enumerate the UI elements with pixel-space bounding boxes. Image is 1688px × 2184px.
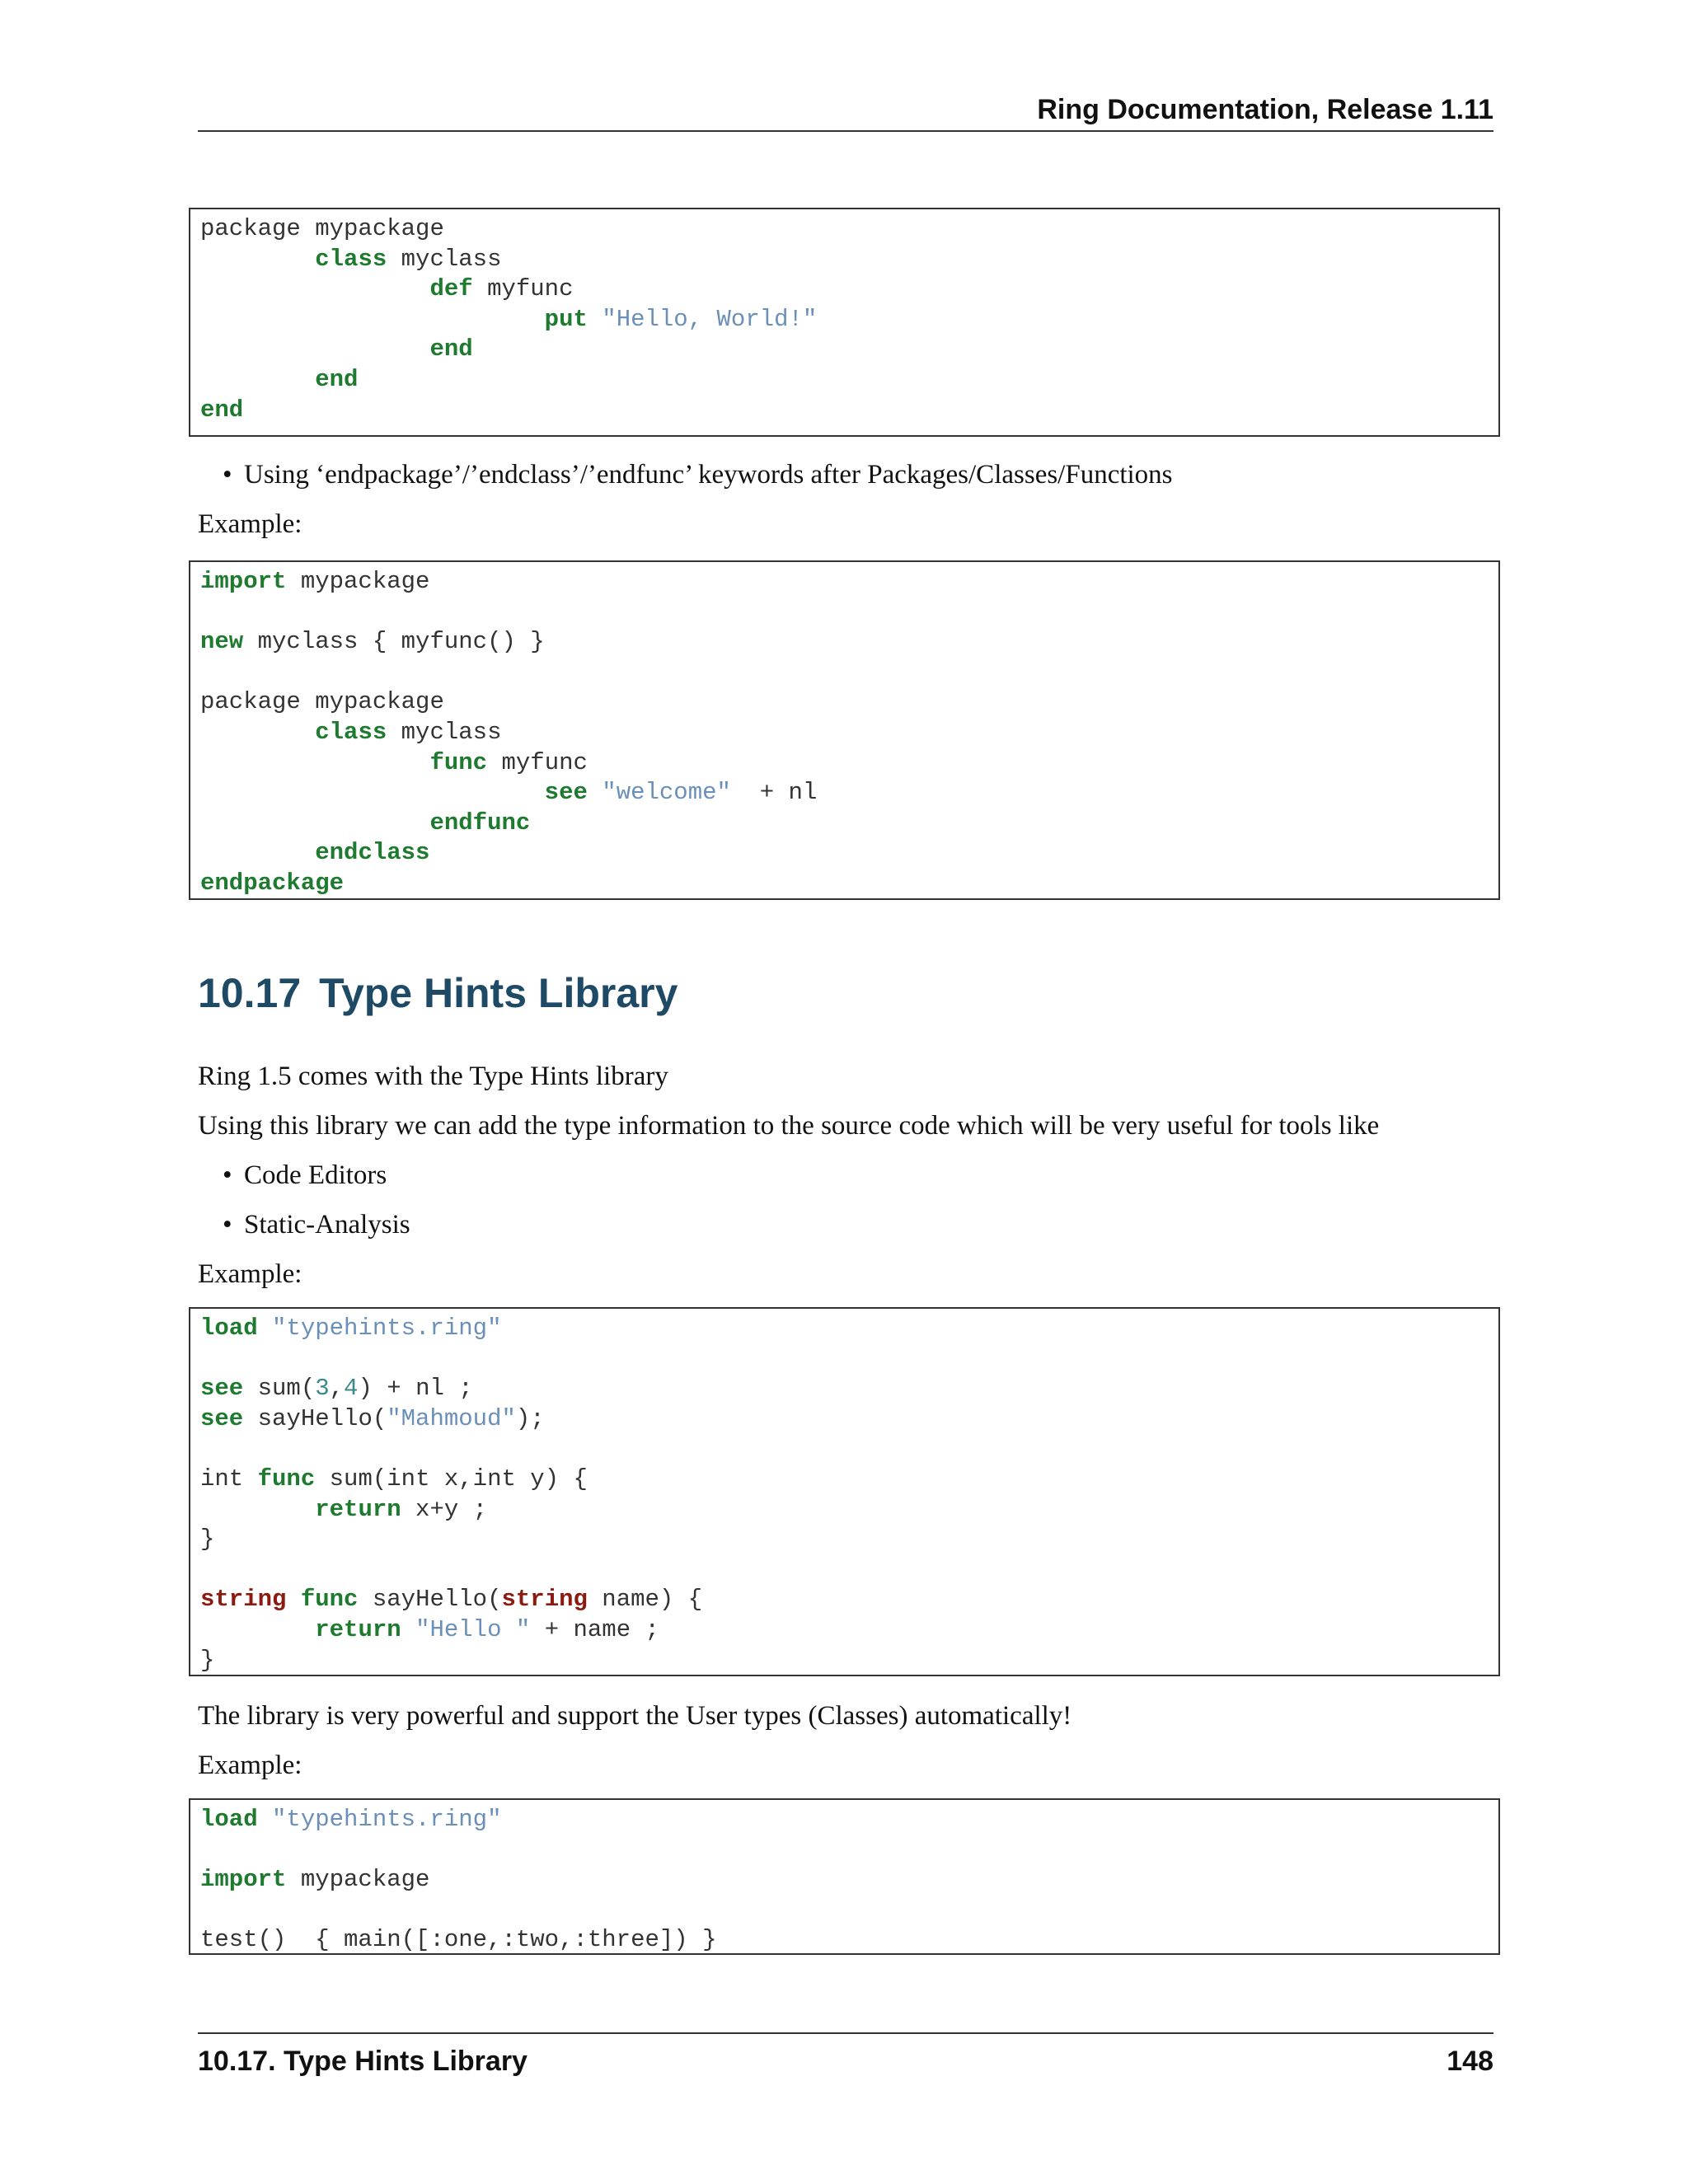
code-line: [200, 1404, 1489, 1435]
code-line: [200, 1805, 1489, 1835]
code-line: [200, 748, 1489, 779]
section-number: 10.17: [198, 970, 302, 1016]
code-text: [200, 719, 315, 746]
code-keyword: func: [300, 1586, 359, 1614]
running-header: Ring Documentation, Release 1.11: [198, 89, 1493, 132]
code-text: name) {: [587, 1586, 703, 1614]
code-line: [200, 658, 1489, 688]
code-text: ) + nl ;: [358, 1375, 473, 1403]
code-keyword: see: [544, 779, 588, 807]
code-string: "Mahmoud": [387, 1404, 516, 1432]
code-keyword: class: [315, 245, 387, 273]
code-line: [200, 1314, 1489, 1344]
code-text: [588, 306, 602, 333]
code-line: [200, 627, 1489, 658]
example-label-3: Example:: [198, 1750, 302, 1780]
code-text: );: [515, 1404, 545, 1432]
code-line: [200, 214, 1489, 245]
section-heading: [198, 969, 678, 1017]
code-text: }: [200, 1646, 215, 1674]
code-keyword: endpackage: [200, 869, 345, 897]
code-keyword: func: [257, 1465, 316, 1493]
code-text: myfunc: [487, 748, 588, 776]
page-footer: [198, 2032, 1493, 2083]
code-text: [200, 839, 315, 866]
code-text: [200, 1496, 315, 1523]
code-text: [200, 366, 315, 393]
code-text: myfunc: [472, 275, 574, 303]
code-string: "Hello ": [415, 1615, 531, 1643]
code-line: [200, 718, 1489, 748]
code-text: sayHello(: [358, 1586, 502, 1614]
code-block-2: [189, 560, 1500, 900]
code-line: [200, 598, 1489, 628]
code-keyword: load: [200, 1315, 258, 1342]
code-line: [200, 778, 1489, 808]
section-title: Type Hints Library: [319, 970, 678, 1016]
code-text: [588, 779, 602, 806]
code-keyword: endfunc: [429, 808, 531, 837]
code-keyword: see: [200, 1375, 244, 1403]
code-text: myclass { myfunc() }: [243, 628, 545, 656]
code-line: [200, 808, 1489, 839]
code-block-3: [189, 1307, 1500, 1676]
code-text: [258, 1806, 272, 1833]
code-line: [200, 1615, 1489, 1646]
bullet-dot: •: [223, 1210, 232, 1240]
code-text: test() { main([:one,:two,:three]) }: [200, 1926, 717, 1954]
code-text: [401, 1616, 415, 1643]
bullet-code-editors: [223, 1160, 387, 1191]
code-keyword: return: [315, 1495, 401, 1523]
code-line: [200, 1555, 1489, 1586]
bullet-dot: •: [223, 1160, 232, 1190]
code-text: sum(int x,int y) {: [315, 1465, 588, 1493]
paragraph-user-types: The library is very powerful and support the User types (Classes) automatically!: [198, 1701, 1072, 1731]
example-label-1: Example:: [198, 509, 302, 539]
code-text: [286, 1586, 300, 1613]
paragraph-type-info: Using this library we can add the type information to the source code which will be very useful for tools like: [198, 1111, 1380, 1141]
code-string: "Hello, World!": [602, 305, 818, 333]
code-text: int: [200, 1465, 258, 1493]
code-keyword: end: [429, 335, 473, 363]
code-line: [200, 1434, 1489, 1465]
code-line: [200, 1525, 1489, 1555]
code-text: mypackage: [286, 1866, 430, 1894]
code-text: [200, 779, 545, 806]
code-text: package mypackage: [200, 215, 444, 242]
code-line: [200, 245, 1489, 275]
paragraph-ring-version: Ring 1.5 comes with the Type Hints library: [198, 1062, 668, 1091]
code-line: [200, 1896, 1489, 1926]
example-label-2: Example:: [198, 1259, 302, 1289]
code-line: [200, 335, 1489, 365]
code-keyword: import: [200, 1866, 287, 1894]
footer-section: 10.17. Type Hints Library: [198, 2046, 528, 2077]
code-text: [258, 1315, 272, 1342]
bullet-static-analysis-text: Static-Analysis: [244, 1210, 410, 1240]
bullet-static-analysis: [223, 1210, 410, 1240]
code-keyword: return: [315, 1615, 401, 1643]
code-keyword: def: [429, 275, 473, 303]
code-string: "typehints.ring": [272, 1315, 502, 1342]
code-text: [200, 335, 429, 363]
code-keyword: end: [200, 396, 244, 424]
code-line: [200, 838, 1489, 869]
code-string: "typehints.ring": [272, 1806, 502, 1833]
code-line: [200, 1344, 1489, 1375]
code-keyword: func: [429, 748, 488, 776]
code-text: x+y ;: [401, 1495, 488, 1523]
code-line: [200, 1465, 1489, 1495]
code-text: }: [200, 1526, 215, 1554]
code-keyword: class: [315, 718, 387, 746]
code-text: [200, 809, 429, 837]
code-line: [200, 687, 1489, 718]
code-keyword: end: [315, 365, 359, 393]
code-number: 4: [344, 1375, 359, 1403]
code-block-1: [189, 208, 1500, 437]
code-text: sayHello(: [243, 1404, 387, 1432]
code-number: 3: [315, 1375, 330, 1403]
code-text: mypackage: [286, 568, 430, 595]
code-line: [200, 1585, 1489, 1615]
code-line: [200, 567, 1489, 598]
code-line: [200, 1865, 1489, 1896]
code-text: sum(: [243, 1375, 316, 1403]
code-keyword: string: [200, 1586, 287, 1614]
bullet-code-editors-text: Code Editors: [244, 1160, 387, 1190]
code-line: [200, 869, 1489, 899]
code-text: [200, 306, 545, 333]
code-block-4: [189, 1798, 1500, 1955]
code-text: [200, 1616, 315, 1643]
code-text: myclass: [387, 245, 502, 273]
code-text: + nl: [730, 779, 818, 807]
code-keyword: import: [200, 568, 287, 595]
code-keyword: load: [200, 1806, 258, 1833]
bullet-endkeywords: [223, 460, 1173, 490]
code-keyword: see: [200, 1404, 244, 1432]
code-text: ,: [329, 1375, 345, 1403]
code-line: [200, 1925, 1489, 1955]
code-keyword: string: [501, 1586, 588, 1614]
code-keyword: new: [200, 628, 244, 656]
code-line: [200, 1646, 1489, 1676]
code-text: + name ;: [530, 1615, 659, 1643]
code-keyword: put: [544, 305, 588, 333]
code-line: [200, 365, 1489, 396]
code-line: [200, 1495, 1489, 1526]
code-text: myclass: [387, 718, 502, 746]
code-line: [200, 274, 1489, 305]
code-line: [200, 1835, 1489, 1866]
code-text: [200, 749, 429, 776]
code-line: [200, 1374, 1489, 1404]
bullet-dot: •: [223, 460, 232, 490]
code-text: package mypackage: [200, 688, 444, 716]
code-text: [200, 246, 315, 273]
code-string: "welcome": [602, 779, 731, 807]
code-keyword: endclass: [315, 839, 430, 867]
bullet-endkeywords-text: Using ‘endpackage’/’endclass’/’endfunc’ keywords after Packages/Classes/Functions: [244, 460, 1173, 490]
code-line: [200, 305, 1489, 335]
code-text: [200, 275, 429, 302]
code-line: [200, 396, 1489, 426]
page-number: 148: [1447, 2046, 1493, 2077]
